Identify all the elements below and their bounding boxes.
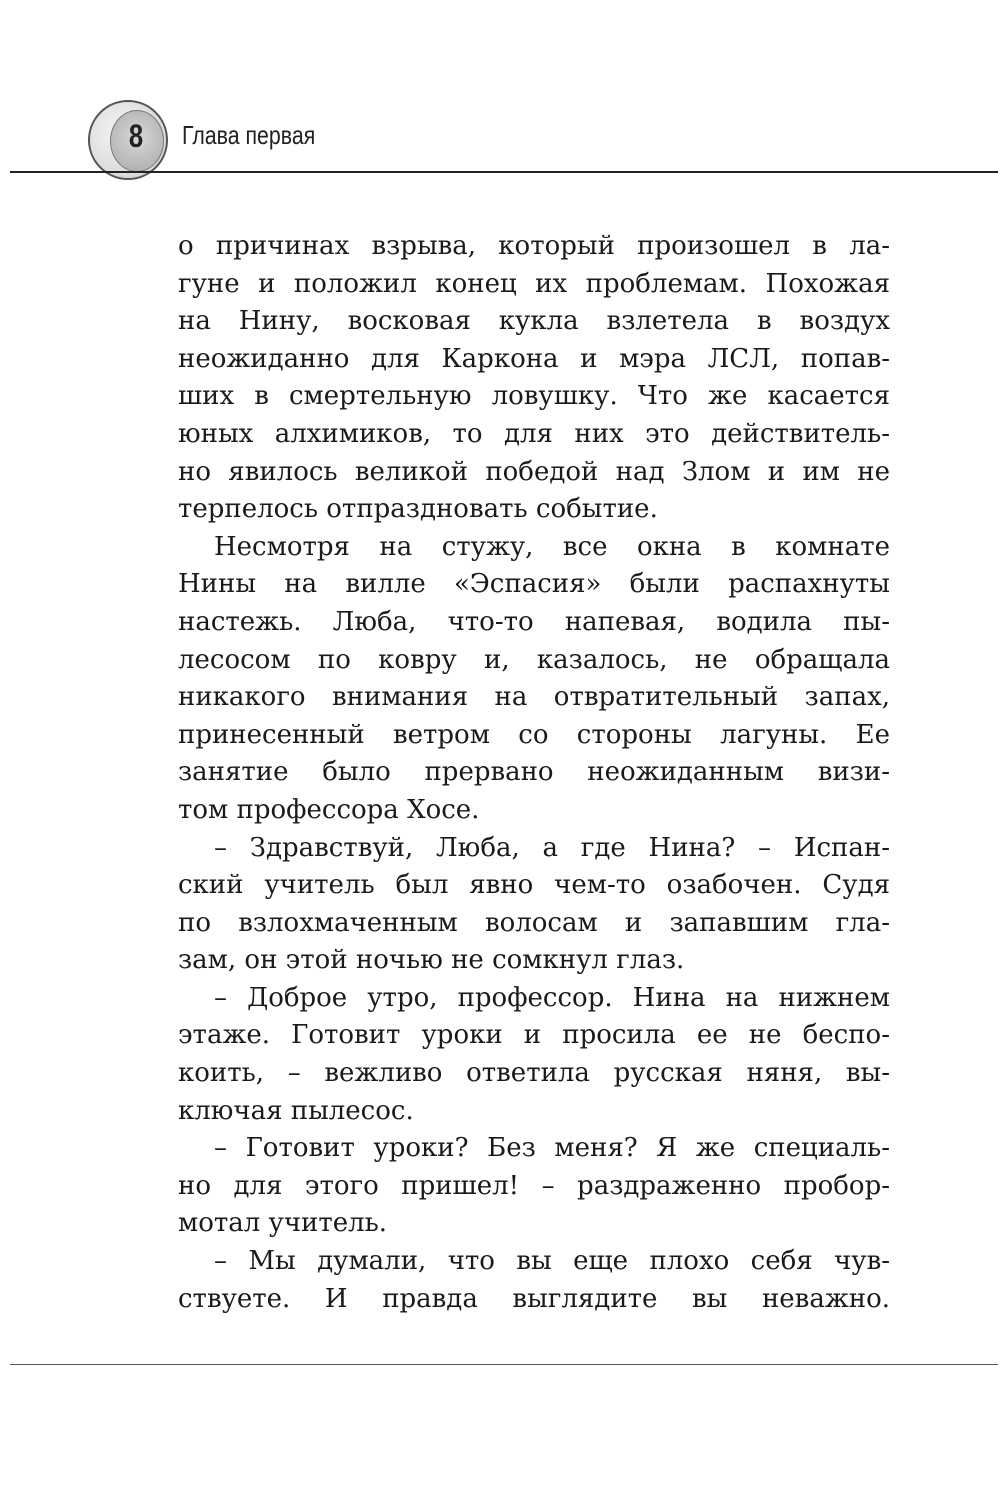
paragraph (178, 1243, 890, 1318)
text-line: неожиданно для Каркона и мэра ЛСЛ, попав- (178, 343, 890, 374)
text-line: ших в смертельную ловушку. Что же касается (178, 381, 890, 412)
text-line: но для этого пришел! – раздраженно пробор- (178, 1170, 890, 1201)
text-line: но явилось великой победой над Злом и им не (178, 456, 890, 487)
text-line: на Нину, восковая кукла взлетела в воздух (178, 306, 890, 337)
text-line: – Мы думали, что вы еще плохо себя чув- (214, 1246, 890, 1277)
text-line: терпелось отпраздновать событие. (178, 494, 658, 525)
text-line: ствуете. И правда выглядите вы неважно. (178, 1283, 890, 1314)
paragraph (178, 830, 890, 980)
body-text (178, 228, 890, 1318)
text-line: лесосом по ковру и, казалось, не обращала (178, 644, 890, 675)
paragraph (178, 529, 890, 830)
text-line: мотал учитель. (178, 1208, 388, 1239)
text-line: занятие было прервано неожиданным визи- (178, 757, 890, 788)
text-line: – Готовит уроки? Без меня? Я же специаль- (214, 1133, 890, 1164)
text-line: настежь. Люба, что-то напевая, водила пы- (178, 606, 890, 637)
page-number: 8 (128, 118, 144, 154)
text-line: ский учитель был явно чем-то озабочен. Судя (178, 870, 890, 901)
text-line: ключая пылесос. (178, 1095, 414, 1126)
text-line: гуне и положил конец их проблемам. Похожая (178, 268, 890, 299)
paragraph (178, 228, 890, 529)
text-line: том профессора Хосе. (178, 794, 480, 825)
chapter-title: Глава первая (182, 120, 316, 150)
page-number-badge (88, 100, 168, 180)
text-line: зам, он этой ночью не сомкнул глаз. (178, 945, 685, 976)
header-divider (10, 171, 998, 173)
text-line: – Доброе утро, профессор. Нина на нижнем (214, 982, 890, 1013)
text-line: – Здравствуй, Люба, а где Нина? – Испан- (214, 832, 890, 863)
text-line: о причинах взрыва, который произошел в ла- (178, 231, 890, 261)
footer-divider (10, 1364, 998, 1365)
paragraph (178, 980, 890, 1130)
text-line: Нины на вилле «Эспасия» были распахнуты (178, 569, 890, 600)
text-line: юных алхимиков, то для них это действитель- (178, 418, 890, 449)
text-line: принесенный ветром со стороны лагуны. Ее (178, 719, 890, 750)
text-line: никакого внимания на отвратительный запах, (178, 682, 890, 713)
text-line: этаже. Готовит уроки и просила ее не беспо- (178, 1020, 890, 1051)
paragraph (178, 1130, 890, 1243)
text-line: коить, – вежливо ответила русская няня, вы- (178, 1058, 890, 1089)
text-line: Несмотря на стужу, все окна в комнате (214, 531, 890, 562)
text-line: по взлохмаченным волосам и запавшим гла- (178, 907, 890, 938)
page-header (0, 0, 1000, 200)
